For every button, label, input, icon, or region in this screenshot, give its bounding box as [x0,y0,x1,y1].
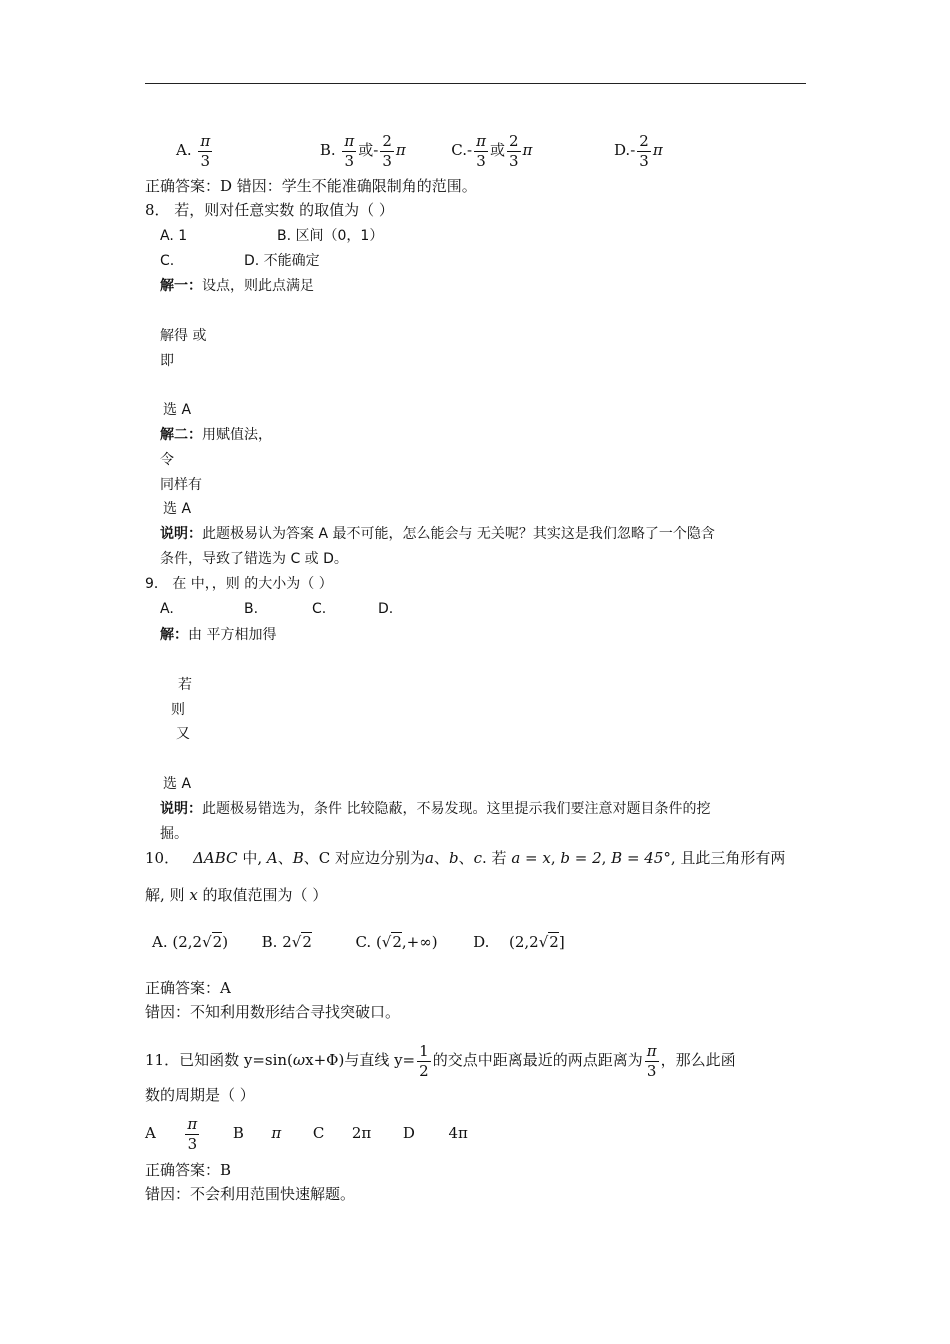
q9-line-you: 又 [176,726,190,742]
q8-line-jiede: 解得 或 [160,328,207,344]
q8-line-ji: 即 [160,353,174,369]
q9-option-c: C. [312,601,327,617]
q10-stem-cont: 解, 则 x 的取值范围为（ ） [145,886,328,904]
q10-option-c: C. (√2,+∞) [355,933,438,951]
q9-note-cont: 掘。 [160,826,188,842]
q11-options [145,1113,468,1153]
q9-option-a: A. [160,601,174,617]
q9-note: 说明：此题极易错选为，条件 比较隐蔽，不易发现。这里提示我们要注意对题目条件的挖 [160,801,711,817]
q7-option-d: D.- $\frac{2}{3}$ π [613,131,663,170]
q8-option-a: A. 1 [160,228,188,244]
q9-line-ze: 则 [171,702,185,718]
q10-stem: 10． ΔABC 中, A、B、C 对应边分别为a、b、c. 若 a = x, b = 2, B = 45°, 且此三角形有两 [145,849,786,867]
q8-note: 说明：此题极易认为答案 A 最不可能，怎么能会与 无关呢？其实这是我们忽略了一个隐含 [160,526,715,542]
q7-options [176,130,663,170]
q8-choose-2: 选 A [163,501,192,517]
q10-reason: 错因：不知利用数形结合寻找突破口。 [145,1003,401,1021]
q7-option-a: A. $\frac{\pi}{3}$ [176,131,211,170]
q11-fraction-half: $\frac{1}{2}$ [419,1041,429,1080]
q9-line-ruo: 若 [178,677,192,693]
q9-solution: 解：由 平方相加得 [160,627,277,643]
q10-option-a: A. (2,2√2) [152,933,229,951]
q7-answer: 正确答案：D 错因：学生不能准确限制角的范围。 [145,177,477,195]
q7-option-c: C.- $\frac{\pi}{3}$ 或 $\frac{2}{3}$ π [451,131,533,170]
q7-option-a-fraction: $\frac{\pi}{3}$ [200,131,211,170]
q9-option-b: B. [244,601,259,617]
q11-answer: 正确答案：B [145,1161,232,1179]
q11-option-a: A $\frac{\pi}{3}$ [145,1114,198,1153]
q7-option-b: B. $\frac{\pi}{3}$ 或- $\frac{2}{3}$ π [319,131,406,170]
q8-option-c: C. [160,253,175,269]
q11-option-b: B π [232,1124,282,1142]
q11-reason: 错因：不会利用范围快速解题。 [145,1185,356,1203]
q8-solution-1: 解一：设点，则此点满足 [160,278,314,294]
q10-options [152,932,565,952]
q8-line-tongyang: 同样有 [160,477,202,493]
q8-choose-1: 选 A [163,402,192,418]
q11-stem: 11．已知函数 y=sin(ωx+Φ)与直线 y= $\frac{1}{2}$ 的交点中距离最近的两点距离为 $\frac{\pi}{3}$ ，那么此函 [145,1041,736,1080]
q8-solution-2: 解二：用赋值法， [160,427,272,443]
q9-choose: 选 A [163,776,192,792]
q9-stem: 9． 在 中，，则 的大小为（ ） [145,576,333,592]
q11-option-d: D 4π [402,1124,468,1142]
q11-stem-cont: 数的周期是（ ） [145,1086,255,1104]
q8-note-cont: 条件，导致了错选为 C 或 D。 [160,551,348,567]
q8-line-ling: 令 [160,452,174,468]
q8-option-b: B. 区间（0，1） [277,228,384,244]
header-rule [145,83,806,84]
q10-answer: 正确答案：A [145,979,231,997]
q11-option-c: C 2π [312,1124,372,1142]
q8-stem: 8． 若，则对任意实数 的取值为（ ） [145,201,394,219]
q9-option-d: D. [378,601,394,617]
q10-option-b: B. 2√2 [261,933,312,951]
q11-fraction-pi-third: $\frac{\pi}{3}$ [646,1041,657,1080]
q8-option-d: D. 不能确定 [244,253,320,269]
q10-option-d: D. (2,2√2] [473,933,565,951]
